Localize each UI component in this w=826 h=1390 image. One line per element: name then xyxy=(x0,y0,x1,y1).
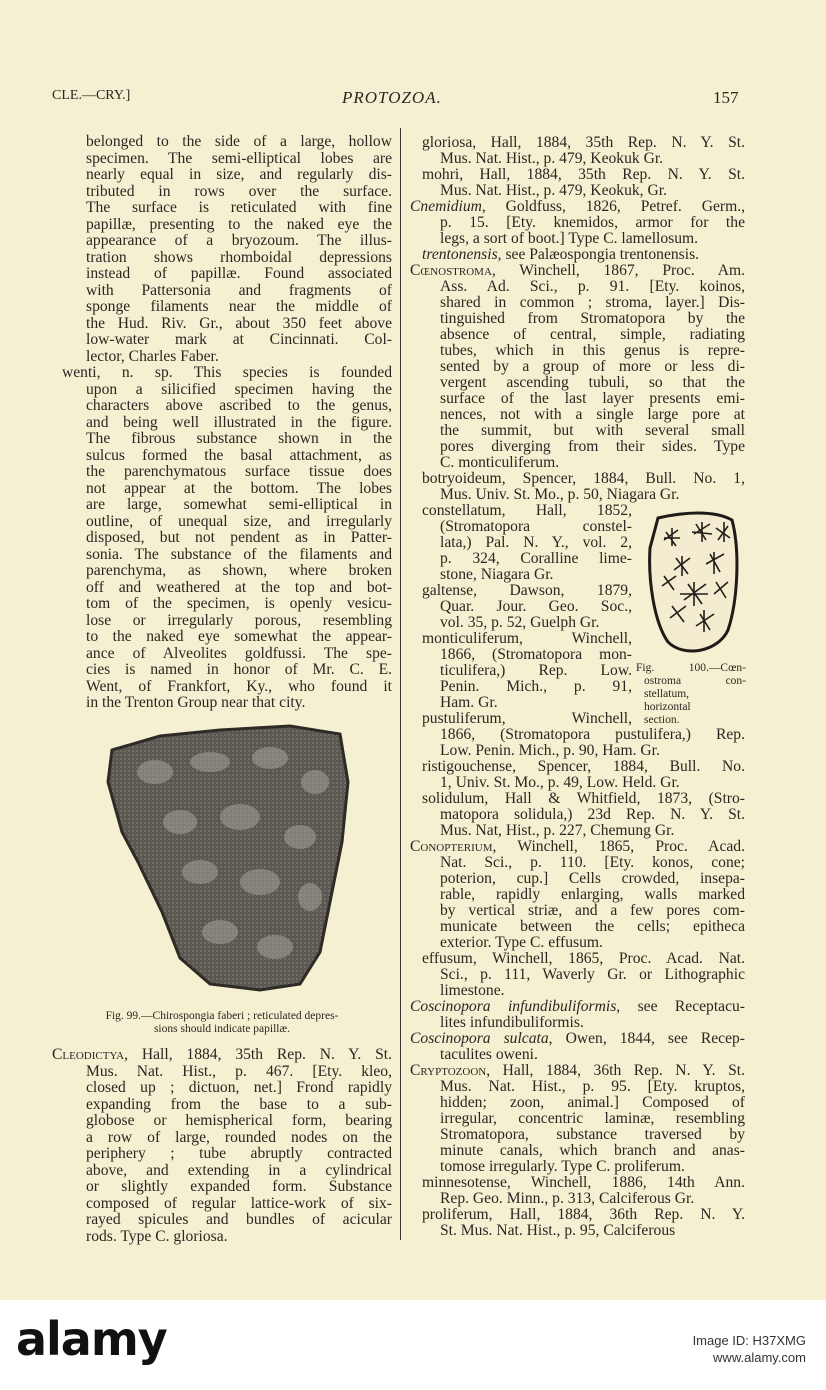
text-line xyxy=(52,580,392,597)
line-text: , Hall, 1884, 36th Rep. N. Y. St. xyxy=(486,1062,745,1079)
line-text: botryoideum, Spencer, 1884, Bull. No. 1, xyxy=(422,470,745,487)
text-line xyxy=(52,382,392,399)
line-text: constellatum, Hall, 1852, xyxy=(422,502,632,519)
line-text: or slightly expanded form. Substance xyxy=(86,1178,392,1195)
text-line xyxy=(410,583,632,599)
line-text: matopora solidula,) 23d Rep. N. Y. St. xyxy=(440,806,745,823)
line-text: solidulum, Hall & Whitfield, 1873, (Stro- xyxy=(422,790,745,807)
text-line xyxy=(410,1191,745,1207)
text-line xyxy=(410,839,745,855)
entry xyxy=(410,1175,745,1207)
entry xyxy=(410,999,745,1031)
text-line xyxy=(52,646,392,663)
line-text: composed of regular lattice-work of six- xyxy=(86,1194,392,1212)
line-text: ticulifera,) Rep. Low. xyxy=(440,662,632,679)
line-text: , see Palæospongia trentonensis. xyxy=(497,246,700,263)
line-text: globose or hemispherical form, bearing xyxy=(86,1112,392,1129)
line-text: gloriosa, Hall, 1884, 35th Rep. N. Y. St. xyxy=(422,134,745,151)
text-line xyxy=(52,481,392,498)
text-line xyxy=(52,1196,392,1213)
text-line xyxy=(410,871,745,887)
line-text: hidden; zoon, animal.] Composed of xyxy=(440,1094,745,1111)
line-text: The fibrous substance shown in the xyxy=(86,430,392,447)
text-line xyxy=(410,855,745,871)
column-divider xyxy=(400,128,401,1240)
line-text: effusum, Winchell, 1865, Proc. Acad. Nat. xyxy=(422,950,745,967)
text-line xyxy=(52,250,392,267)
entry-heading: Cryptozoon xyxy=(410,1062,487,1079)
line-text: minnesotense, Winchell, 1886, 14th Ann. xyxy=(422,1174,745,1191)
line-text: low-water mark at Cincinnati. Col- xyxy=(86,331,392,348)
text-line xyxy=(410,999,745,1015)
line-text: rable, rapidly enlarging, walls marked xyxy=(440,886,745,903)
entry-heading: Cleodictya xyxy=(52,1046,125,1063)
line-text: belonged to the side of a large, hollow xyxy=(86,133,392,150)
line-text: off and weathered at the top and bot- xyxy=(86,578,392,596)
text-line xyxy=(410,1047,745,1063)
text-line xyxy=(410,1223,745,1239)
line-text: wenti, n. sp. This species is founded xyxy=(62,364,392,381)
line-text: stone, Niagara Gr. xyxy=(440,566,554,583)
entry xyxy=(410,951,745,999)
text-line xyxy=(410,647,632,663)
text-line xyxy=(410,551,632,567)
line-text: limestone. xyxy=(440,982,505,999)
text-line xyxy=(410,903,745,919)
text-line xyxy=(52,448,392,465)
text-line xyxy=(410,1175,745,1191)
line-text: the parenchymatous surface tissue does xyxy=(86,463,392,480)
text-line xyxy=(410,279,745,295)
line-text: rods. Type C. gloriosa. xyxy=(86,1227,228,1245)
text-line xyxy=(410,791,745,807)
text-line xyxy=(410,679,632,695)
text-line xyxy=(410,519,632,535)
line-text: disposed, but not pendent as in Patter- xyxy=(86,529,392,546)
text-line xyxy=(52,1047,392,1064)
text-line xyxy=(410,1159,745,1175)
text-line xyxy=(410,1127,745,1143)
entry xyxy=(410,759,745,791)
line-text: Rep. Geo. Minn., p. 313, Calciferous Gr. xyxy=(440,1190,695,1207)
line-text: lose or irregularly porous, resembling xyxy=(86,611,392,629)
text-line xyxy=(52,415,392,432)
text-line xyxy=(410,631,632,647)
text-line xyxy=(410,263,745,279)
line-text: Nat. Sci., p. 110. [Ety. konos, cone; xyxy=(440,854,745,871)
line-text: p. 324, Coralline lime- xyxy=(440,550,632,567)
text-line xyxy=(52,563,392,580)
text-line xyxy=(410,1015,745,1031)
line-text: closed up ; dictuon, net.] Frond rapidly xyxy=(86,1079,392,1096)
line-text: vol. 35, p. 52, Guelph Gr. xyxy=(440,614,600,631)
text-line xyxy=(52,365,392,382)
text-line xyxy=(52,497,392,514)
line-text: papillæ, presenting to the naked eye the xyxy=(86,215,392,233)
line-text: sented by a group of more or less di- xyxy=(440,358,745,375)
text-line xyxy=(410,935,745,951)
line-text: Ham. Gr. xyxy=(440,694,498,711)
line-text: absence of central, simple, radiating xyxy=(440,326,745,343)
caption-line: stellatum, xyxy=(644,688,690,700)
text-line xyxy=(52,530,392,547)
entry xyxy=(410,471,745,503)
text-line xyxy=(52,1130,392,1147)
line-text: above, and extending in a cylindrical xyxy=(86,1161,392,1179)
text-line xyxy=(52,398,392,415)
line-text: C. monticuliferum. xyxy=(440,454,560,471)
text-line xyxy=(410,135,745,151)
line-text: mohri, Hall, 1884, 35th Rep. N. Y. St. xyxy=(422,166,745,183)
entry xyxy=(410,263,745,471)
text-line xyxy=(52,1113,392,1130)
text-line xyxy=(410,615,632,631)
line-text: vergent ascending tubuli, so that the xyxy=(440,374,745,391)
text-line xyxy=(52,1179,392,1196)
figure-100-coenostroma-illustration xyxy=(644,510,740,658)
entry-heading: Coscinopora sulcata xyxy=(410,1030,549,1047)
line-text: Mus. Nat. Hist., p. 479, Keokuk, Gr. xyxy=(440,182,667,199)
line-text: Mus. Nat. Hist., p. 467. [Ety. kleo, xyxy=(86,1062,392,1080)
text-line xyxy=(410,295,745,311)
page-number: 157 xyxy=(713,88,739,107)
line-text: ance of Alveolites goldfussi. The spe- xyxy=(86,644,392,662)
text-line xyxy=(52,629,392,646)
text-line xyxy=(410,727,745,743)
line-text: pustuliferum, Winchell, xyxy=(422,710,632,727)
line-text: Mus. Nat. Hist., p. 479, Keokuk Gr. xyxy=(440,150,664,167)
line-text: Quar. Jour. Geo. Soc., xyxy=(440,598,632,615)
text-line xyxy=(52,283,392,300)
line-text: the summit, but with several small xyxy=(440,422,745,439)
entry xyxy=(410,167,745,199)
text-line xyxy=(410,375,745,391)
entry xyxy=(410,839,745,951)
line-text: Mus. Nat, Hist., p. 227, Chemung Gr. xyxy=(440,822,675,839)
text-line xyxy=(52,266,392,283)
text-line xyxy=(410,1079,745,1095)
caption-line: Fig. 100.—Cœn- xyxy=(636,662,746,674)
line-text: and being well illustrated in the figure. xyxy=(86,413,392,431)
entry-heading: Cnemidium xyxy=(410,198,482,215)
line-text: 1, Univ. St. Mo., p. 49, Low. Held. Gr. xyxy=(440,774,680,791)
text-line xyxy=(410,343,745,359)
figure-99-chirospongia-illustration xyxy=(100,722,355,994)
line-text: municate between the cells; epitheca xyxy=(440,918,745,935)
line-text: Low. Penin. Mich., p. 90, Ham. Gr. xyxy=(440,742,660,759)
text-line xyxy=(410,887,745,903)
line-text: not appear at the bottom. The lobes xyxy=(86,479,392,497)
line-text: in the Trenton Group near that city. xyxy=(86,694,306,711)
text-line xyxy=(52,217,392,234)
text-line xyxy=(52,1146,392,1163)
text-line xyxy=(410,1063,745,1079)
text-line xyxy=(52,1064,392,1081)
line-text: cies is named in honor of Mr. C. E. xyxy=(86,661,392,678)
text-line xyxy=(52,134,392,151)
text-line xyxy=(410,535,632,551)
line-text: proliferum, Hall, 1884, 36th Rep. N. Y. xyxy=(422,1206,745,1223)
text-line xyxy=(410,951,745,967)
text-line xyxy=(52,1097,392,1114)
text-line xyxy=(410,807,745,823)
line-text: , Owen, 1844, see Recep- xyxy=(548,1030,745,1047)
line-text: upon a silicified specimen having the xyxy=(86,380,392,398)
line-text: minute canals, which branch and anas- xyxy=(440,1142,745,1159)
line-text: (Stromatopora constel- xyxy=(440,518,632,535)
line-text: the Hud. Riv. Gr., about 350 feet above xyxy=(86,314,392,332)
entry xyxy=(410,791,745,839)
line-text: lata,) Pal. N. Y., vol. 2, xyxy=(440,534,632,551)
line-text: irregular, concentric laminæ, resembling xyxy=(440,1110,745,1127)
text-line xyxy=(52,613,392,630)
alamy-logo: alamy xyxy=(16,1312,167,1366)
text-line xyxy=(52,332,392,349)
text-line xyxy=(410,439,745,455)
text-line xyxy=(410,967,745,983)
entry xyxy=(410,1207,745,1239)
line-text: , Winchell, 1865, Proc. Acad. xyxy=(492,838,745,855)
text-line xyxy=(52,1229,392,1246)
line-text: 1866, (Stromatopora pustulifera,) Rep. xyxy=(440,726,745,743)
line-text: p. 15. [Ety. knemidos, armor for the xyxy=(440,214,745,231)
text-line xyxy=(410,247,745,263)
line-text: lector, Charles Faber. xyxy=(86,347,219,365)
entry xyxy=(52,365,392,712)
entry xyxy=(410,199,745,247)
text-line xyxy=(410,711,632,727)
text-line xyxy=(410,327,745,343)
text-line xyxy=(410,823,745,839)
text-line xyxy=(410,1207,745,1223)
line-text: St. Mus. Nat. Hist., p. 95, Calciferous xyxy=(440,1222,676,1239)
entry xyxy=(52,1047,392,1245)
left-column-top xyxy=(52,134,392,712)
text-line xyxy=(410,151,745,167)
line-text: Went, of Frankfort, Ky., who found it xyxy=(86,677,392,695)
line-text: Mus. Nat. Hist., p. 95. [Ety. kruptos, xyxy=(440,1078,745,1095)
line-text: Sci., p. 111, Waverly Gr. or Lithographic xyxy=(440,966,745,983)
line-text: nences, not with a single large pore at xyxy=(440,406,745,423)
entry-heading: Coscinopora infundibuliformis xyxy=(410,998,617,1015)
entry xyxy=(410,135,745,167)
line-text: exterior. Type C. effusum. xyxy=(440,934,603,951)
watermark-footer xyxy=(0,1300,826,1390)
running-head-range: CLE.—CRY.] xyxy=(52,88,131,103)
text-line xyxy=(410,775,745,791)
caption-line: horizontal xyxy=(644,701,691,713)
text-line xyxy=(410,1031,745,1047)
text-line xyxy=(410,199,745,215)
line-text: with Pattersonia and fragments of xyxy=(86,281,392,299)
text-line xyxy=(410,695,632,711)
line-text: tomose irregularly. Type C. proliferum. xyxy=(440,1158,685,1175)
text-line xyxy=(410,503,632,519)
text-line xyxy=(410,487,745,503)
caption-line: sions should indicate papillæ. xyxy=(153,1023,291,1035)
line-text: Stromatopora, substance traversed by xyxy=(440,1126,745,1143)
line-text: pores diverging from their sides. Type xyxy=(440,438,745,455)
line-text: Penin. Mich., p. 91, xyxy=(440,678,632,695)
text-line xyxy=(52,464,392,481)
text-line xyxy=(52,349,392,366)
text-line xyxy=(410,1143,745,1159)
line-text: taculites oweni. xyxy=(440,1046,538,1063)
text-line xyxy=(52,431,392,448)
caption-line: section. xyxy=(644,714,680,726)
line-text: to the naked eye somewhat the appear- xyxy=(86,628,392,645)
line-text: tributed in rows over the surface. xyxy=(86,182,392,200)
site-url: www.alamy.com xyxy=(713,1350,806,1365)
text-line xyxy=(410,183,745,199)
line-text: poterion, cup.] Cells crowded, insepa- xyxy=(440,870,745,887)
line-text: nearly equal in size, and regularly dis- xyxy=(86,166,392,183)
entry-heading: trentonensis xyxy=(422,246,498,263)
entry xyxy=(410,1063,745,1175)
line-text: , Winchell, 1867, Proc. Am. xyxy=(491,262,745,279)
running-head-title: PROTOZOA. xyxy=(342,88,442,107)
line-text: parenchyma, as shown, where broken xyxy=(86,562,392,579)
text-line xyxy=(410,215,745,231)
text-line xyxy=(52,200,392,217)
text-line xyxy=(52,184,392,201)
line-text: ristigouchense, Spencer, 1884, Bull. No. xyxy=(422,758,745,775)
line-text: surface of the last layer presents emi- xyxy=(440,390,745,407)
entry-heading: Cœnostroma xyxy=(410,262,492,279)
text-line xyxy=(410,743,745,759)
line-text: legs, a sort of boot.] Type C. lamellosum. xyxy=(440,230,699,247)
image-id-block xyxy=(693,1332,806,1366)
text-line xyxy=(52,1212,392,1229)
image-id: Image ID: H37XMG xyxy=(692,1333,806,1348)
line-text: Ass. Ad. Sci., p. 91. [Ety. koinos, xyxy=(440,278,745,295)
line-text: expanding from the base to a sub- xyxy=(86,1095,392,1113)
line-text: instead of papillæ. Found associated xyxy=(86,265,392,282)
line-text: outline, of unequal size, and irregularly xyxy=(86,512,392,530)
caption-line: ostroma con- xyxy=(644,675,746,687)
text-line xyxy=(52,316,392,333)
text-line xyxy=(52,151,392,168)
text-line xyxy=(52,695,392,712)
text-line xyxy=(410,167,745,183)
text-line xyxy=(410,759,745,775)
text-line xyxy=(410,1095,745,1111)
line-text: appearance of a bryozoum. The illus- xyxy=(86,232,392,249)
text-line xyxy=(410,919,745,935)
entry-heading: Conopterium xyxy=(410,838,493,855)
text-line xyxy=(52,662,392,679)
line-text: tubes, which in this genus is repre- xyxy=(440,342,745,359)
text-line xyxy=(52,1080,392,1097)
text-line xyxy=(410,311,745,327)
line-text: lites infundibuliformis. xyxy=(440,1014,584,1031)
line-text: a row of large, rounded nodes on the xyxy=(86,1128,392,1146)
line-text: , Hall, 1884, 35th Rep. N. Y. St. xyxy=(124,1046,392,1063)
figure-99-caption xyxy=(52,1010,392,1036)
line-text: tration shows rhomboidal depressions xyxy=(86,248,392,266)
line-text: sulcus formed the basal attachment, as xyxy=(86,446,392,464)
line-text: specimen. The semi-elliptical lobes are xyxy=(86,149,392,167)
line-text: , Goldfuss, 1826, Petref. Germ., xyxy=(481,198,745,215)
entry xyxy=(410,247,745,263)
text-line xyxy=(410,391,745,407)
figure-100-caption xyxy=(636,662,746,727)
text-line xyxy=(410,663,632,679)
text-line xyxy=(410,231,745,247)
line-text: characters above ascribed to the genus, xyxy=(86,397,392,414)
line-text: 1866, (Stromatopora mon- xyxy=(440,646,632,663)
text-line xyxy=(410,423,745,439)
text-line xyxy=(52,679,392,696)
text-line xyxy=(52,167,392,184)
line-text: , see Receptacu- xyxy=(616,998,746,1015)
line-text: by vertical striæ, and a few pores com- xyxy=(440,902,745,919)
left-column-bottom xyxy=(52,1047,392,1245)
line-text: Mus. Univ. St. Mo., p. 50, Niagara Gr. xyxy=(440,486,680,503)
line-text: periphery ; tube abruptly contracted xyxy=(86,1145,392,1162)
line-text: galtense, Dawson, 1879, xyxy=(422,582,632,599)
text-line xyxy=(410,359,745,375)
text-line xyxy=(410,983,745,999)
line-text: sonia. The substance of the filaments and xyxy=(86,545,392,563)
entry xyxy=(410,1031,745,1063)
entry xyxy=(52,134,392,365)
line-text: The surface is reticulated with fine xyxy=(86,199,392,216)
text-line xyxy=(52,233,392,250)
text-line xyxy=(410,599,632,615)
text-line xyxy=(52,514,392,531)
line-text: sponge filaments near the middle of xyxy=(86,298,392,315)
text-line xyxy=(52,596,392,613)
line-text: shared in common ; stroma, layer.] Dis- xyxy=(440,294,745,311)
text-line xyxy=(410,567,632,583)
line-text: monticuliferum, Winchell, xyxy=(422,630,632,647)
caption-line: Fig. 99.—Chirospongia faberi ; reticulated depres- xyxy=(105,1010,339,1022)
text-line xyxy=(52,1163,392,1180)
line-text: are large, somewhat semi-elliptical in xyxy=(86,496,392,513)
text-line xyxy=(410,1111,745,1127)
line-text: tom of the specimen, is openly vesicu- xyxy=(86,595,392,612)
text-line xyxy=(410,455,745,471)
text-line xyxy=(410,471,745,487)
text-line xyxy=(52,547,392,564)
line-text: tinguished from Stromatopora by the xyxy=(440,310,745,327)
text-line xyxy=(410,407,745,423)
line-text: rayed spicules and bundles of acicular xyxy=(86,1211,392,1228)
text-line xyxy=(52,299,392,316)
